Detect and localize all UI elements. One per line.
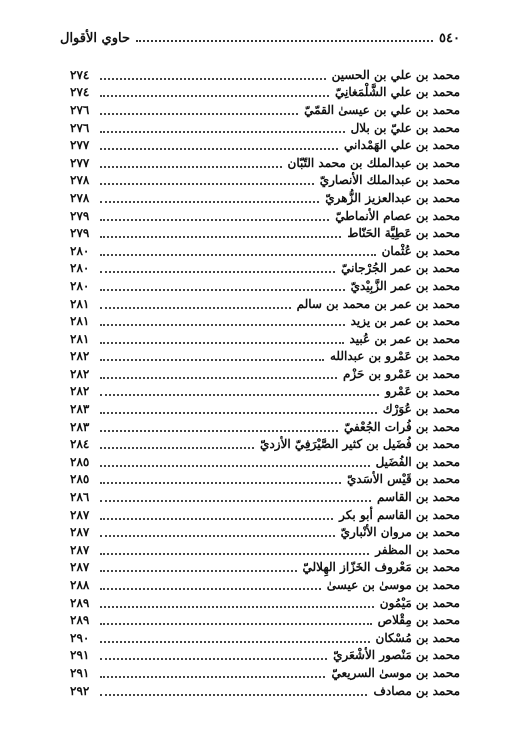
dot-leader [100,113,298,115]
dot-leader [100,342,344,344]
dot-leader [100,359,324,361]
entry-name: محمد بن عمر الزَّبِيْديّ [350,278,460,293]
dot-leader [100,183,314,185]
index-entry [70,66,460,84]
entry-name: محمد بن المظفر [375,542,460,557]
dot-leader [100,219,329,221]
entry-name: محمد بن عبدالملك الأنصاريّ [319,173,460,188]
dot-leader [100,676,325,678]
dot-leader [100,465,370,467]
entry-name: محمد بن مِقْلاص [377,613,460,628]
entry-name: محمد بن عُثْمان [381,243,460,258]
entry-page-number: ٢٨٨ [70,578,90,593]
running-title: حاوي الأقوال [60,30,130,46]
index-entry [70,84,460,102]
index-entry [70,172,460,190]
index-entry [70,189,460,207]
dot-leader [100,78,326,80]
entry-page-number: ٢٧٧ [70,138,90,153]
entry-name: محمد بن علي الهَمْداني [344,138,460,153]
entry-page-number: ٢٨٥ [70,454,90,469]
page-number: ٥٤٠ [439,30,460,46]
entry-page-number: ٢٨١ [70,296,90,311]
entry-name: محمد بن مَنْصور الأشْعَريّ [333,648,460,663]
entry-name: محمد بن عصام الأنماطيّ [335,208,460,223]
index-entry [70,154,460,172]
entry-page-number: ٢٨٩ [70,595,90,610]
entry-name: محمد بن مَيْمُون [379,595,460,610]
entry-page-number: ٢٨٢ [70,384,90,399]
entry-name: محمد بن عمر بن يزيد [350,314,460,329]
entry-page-number: ٢٨٦ [70,490,90,505]
index-entry [70,418,460,436]
index-entry [70,541,460,559]
running-header [60,28,460,48]
entry-name: محمد بن علي الشَّلْمَغانِيّ [335,85,460,100]
entry-name: محمد بن عَمْرو [385,384,460,399]
entry-page-number: ٢٨٢ [70,366,90,381]
index-entry [70,260,460,278]
index-entry [70,119,460,137]
index-entry [70,559,460,577]
dot-leader [100,694,367,696]
index-entry [70,312,460,330]
entry-name: محمد بن عُوَرْك [382,402,460,417]
entry-name: محمد بن مروان الأنْباريّ [340,525,460,540]
index-entry [70,647,460,665]
entry-page-number: ٢٨٣ [70,402,90,417]
index-entry [70,365,460,383]
entry-name: محمد بن علي بن الحسين [331,67,460,82]
dot-leader [100,412,377,414]
index-entry [70,453,460,471]
dot-leader [100,588,321,590]
entry-name: محمد بن فُرات الجُعْفيّ [343,419,460,434]
dot-leader [100,289,345,291]
dot-leader [100,623,372,625]
dot-leader [100,535,335,537]
entry-page-number: ٢٨٥ [70,472,90,487]
entry-page-number: ٢٨٧ [70,525,90,540]
entry-page-number: ٢٨٤ [70,437,90,452]
entry-page-number: ٢٧٦ [70,102,90,117]
entry-page-number: ٢٩١ [70,665,90,680]
entry-name: محمد بن مَعْروف الخَزّاز الهِلاليّ [302,560,460,575]
index-entry [70,400,460,418]
entry-name: محمد بن عمر بن عُبيد [349,331,460,346]
entry-page-number: ٢٩١ [70,648,90,663]
entry-name: محمد بن قَيْس الأسَديّ [347,472,460,487]
index-list [70,66,460,699]
entry-name: محمد بن عَطِيَّة الحَنّاط [347,226,460,241]
dot-leader [100,236,341,238]
index-entry [70,383,460,401]
entry-page-number: ٢٨١ [70,331,90,346]
dot-leader [100,377,337,379]
entry-name: محمد بن فُضَيل بن كثير الصَّيْرَفِيّ الأزديّ [260,437,460,452]
entry-page-number: ٢٨٢ [70,349,90,364]
entry-name: محمد بن مصادف [373,683,460,698]
entry-name: محمد بن عليّ بن بلال [350,120,460,135]
dot-leader [100,324,345,326]
entry-page-number: ٢٨٩ [70,613,90,628]
index-entry [70,101,460,119]
entry-page-number: ٢٨٠ [70,243,90,258]
entry-page-number: ٢٧٩ [70,208,90,223]
entry-name: محمد بن الفُضَيل [375,454,460,469]
entry-page-number: ٢٨٧ [70,560,90,575]
index-entry [70,330,460,348]
dot-leader [100,570,297,572]
entry-page-number: ٢٧٩ [70,226,90,241]
entry-name: محمد بن عبدالعزيز الزُّهريّ [325,190,460,205]
index-entry [70,488,460,506]
entry-name: محمد بن عَمْرو بن عبدالله [329,349,460,364]
index-entry [70,594,460,612]
entry-page-number: ٢٩٠ [70,630,90,645]
entry-page-number: ٢٧٦ [70,120,90,135]
index-entry [70,682,460,700]
dot-leader [100,307,291,309]
dot-leader [100,95,329,97]
index-entry [70,242,460,260]
dot-leader [100,641,370,643]
index-entry [70,611,460,629]
entry-page-number: ٢٨٠ [70,278,90,293]
entry-name: محمد بن مُسْكان [375,630,460,645]
index-entry [70,664,460,682]
dot-leader [100,658,327,660]
index-entry [70,471,460,489]
dot-leader [100,447,254,449]
dot-leader [100,148,338,150]
entry-page-number: ٢٨٧ [70,507,90,522]
index-entry [70,629,460,647]
index-entry [70,348,460,366]
dot-leader [100,394,379,396]
index-entry [70,207,460,225]
dot-leader [100,201,319,203]
index-entry [70,523,460,541]
dot-leader [100,553,369,555]
entry-name: محمد بن القاسم [377,490,460,505]
entry-page-number: ٢٧٤ [70,85,90,100]
entry-page-number: ٢٨١ [70,314,90,329]
dot-leader [100,606,374,608]
index-entry [70,295,460,313]
entry-page-number: ٢٨٠ [70,261,90,276]
entry-name: محمد بن عبدالملك بن محمد التّبّان [287,155,460,170]
index-entry [70,136,460,154]
entry-name: محمد بن موسىٰ بن عيسىٰ [326,578,460,593]
entry-name: محمد بن علي بن عيسىٰ القمّيّ [304,102,460,117]
dot-leader [100,430,338,432]
entry-page-number: ٢٨٣ [70,419,90,434]
entry-page-number: ٢٧٨ [70,173,90,188]
dot-leader [100,254,376,256]
header-dot-leader [136,40,433,42]
entry-name: محمد بن عمر بن محمد بن سالم [296,296,460,311]
entry-page-number: ٢٧٨ [70,190,90,205]
entry-page-number: ٢٧٤ [70,67,90,82]
entry-name: محمد بن عَمْرو بن حَزْم [342,366,460,381]
dot-leader [100,482,341,484]
entry-page-number: ٢٩٢ [70,683,90,698]
dot-leader [100,131,345,133]
dot-leader [100,271,335,273]
dot-leader [100,500,371,502]
entry-page-number: ٢٧٧ [70,155,90,170]
index-entry [70,435,460,453]
index-entry [70,277,460,295]
entry-name: محمد بن القاسم أبو بكر [339,507,460,522]
dot-leader [100,518,333,520]
index-entry [70,576,460,594]
index-entry [70,224,460,242]
dot-leader [100,166,282,168]
entry-name: محمد بن موسىٰ السريعيّ [331,665,460,680]
entry-page-number: ٢٨٧ [70,542,90,557]
index-entry [70,506,460,524]
entry-name: محمد بن عمر الجُرْجانيّ [341,261,460,276]
